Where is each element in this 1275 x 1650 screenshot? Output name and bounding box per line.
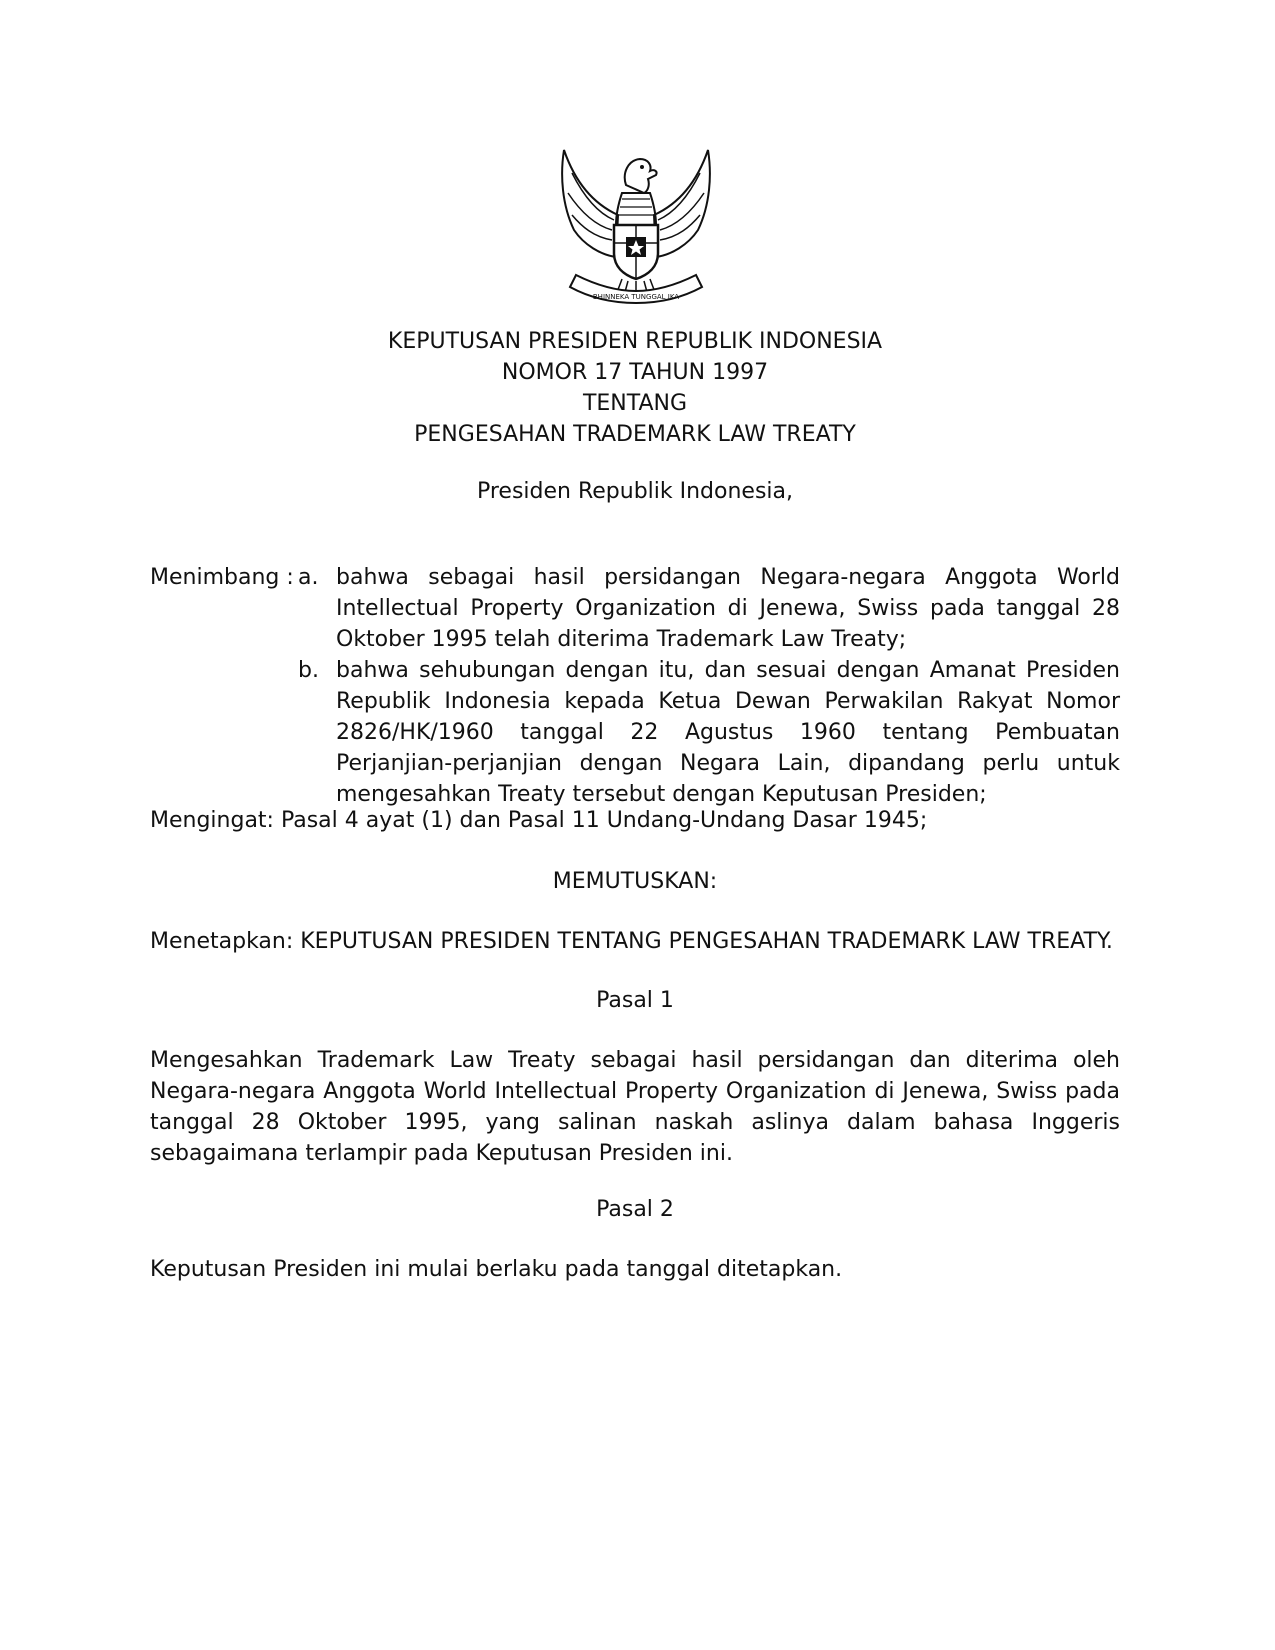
- menimbang-section: [150, 562, 1120, 810]
- pasal-2-heading: [140, 1194, 1130, 1225]
- menimbang-label: Menimbang :: [150, 565, 294, 590]
- heading-line-4: PENGESAHAN TRADEMARK LAW TREATY: [414, 422, 856, 447]
- menetapkan-paragraph: Menetapkan: KEPUTUSAN PRESIDEN TENTANG PENGESAHAN TRADEMARK LAW TREATY.: [150, 929, 1113, 954]
- menimbang-marker-b: b.: [298, 658, 319, 683]
- heading-line-1: KEPUTUSAN PRESIDEN REPUBLIK INDONESIA: [387, 329, 883, 354]
- menimbang-text-b: bahwa sehubungan dengan itu, dan sesuai dengan Amanat Presiden Republik Indonesia kepada Ketua Dewan Perwakilan Rakyat Nomor 2826/HK/1960 tanggal 22 Agustus 1960 tentang Pembuatan Perjanjian-perjanjian dengan Negara Lain, dipandang perlu untuk mengesahkan Treaty tersebut dengan Keputusan Presiden;: [336, 658, 1120, 807]
- mengingat-paragraph: Mengingat: Pasal 4 ayat (1) dan Pasal 11 Undang-Undang Dasar 1945;: [150, 808, 928, 833]
- heading-line-2: NOMOR 17 TAHUN 1997: [501, 360, 769, 385]
- memutuskan-block: [140, 866, 1130, 897]
- president-text: Presiden Republik Indonesia,: [476, 479, 794, 504]
- heading-line-3: TENTANG: [582, 391, 688, 416]
- garuda-emblem-icon: [556, 145, 716, 310]
- pasal-1-paragraph: Mengesahkan Trademark Law Treaty sebagai hasil persidangan dan diterima oleh Negara-negara Anggota World Intellectual Property Organization di Jenewa, Swiss pada tanggal 28 Oktober 1995, yang salinan naskah aslinya dalam bahasa Inggeris sebagaimana terlampir pada Keputusan Presiden ini.: [150, 1048, 1120, 1166]
- president-line: [140, 476, 1130, 507]
- pasal-2-paragraph: Keputusan Presiden ini mulai berlaku pada tanggal ditetapkan.: [150, 1257, 843, 1282]
- menimbang-text-a: bahwa sebagai hasil persidangan Negara-negara Anggota World Intellectual Property Organization di Jenewa, Swiss pada tanggal 28 Oktober 1995 telah diterima Trademark Law Treaty;: [336, 565, 1120, 652]
- emblem-motto: BHINNEKA TUNGGAL IKA: [592, 293, 680, 301]
- pasal-1-title: Pasal 1: [596, 988, 674, 1013]
- menimbang-item-a: [298, 562, 1120, 655]
- memutuskan-text: MEMUTUSKAN:: [552, 869, 718, 894]
- document-heading: [140, 326, 1130, 450]
- menimbang-item-b: [298, 655, 1120, 810]
- pasal-2-title: Pasal 2: [596, 1197, 674, 1222]
- menimbang-marker-a: a.: [298, 565, 319, 590]
- pasal-1-heading: [140, 985, 1130, 1016]
